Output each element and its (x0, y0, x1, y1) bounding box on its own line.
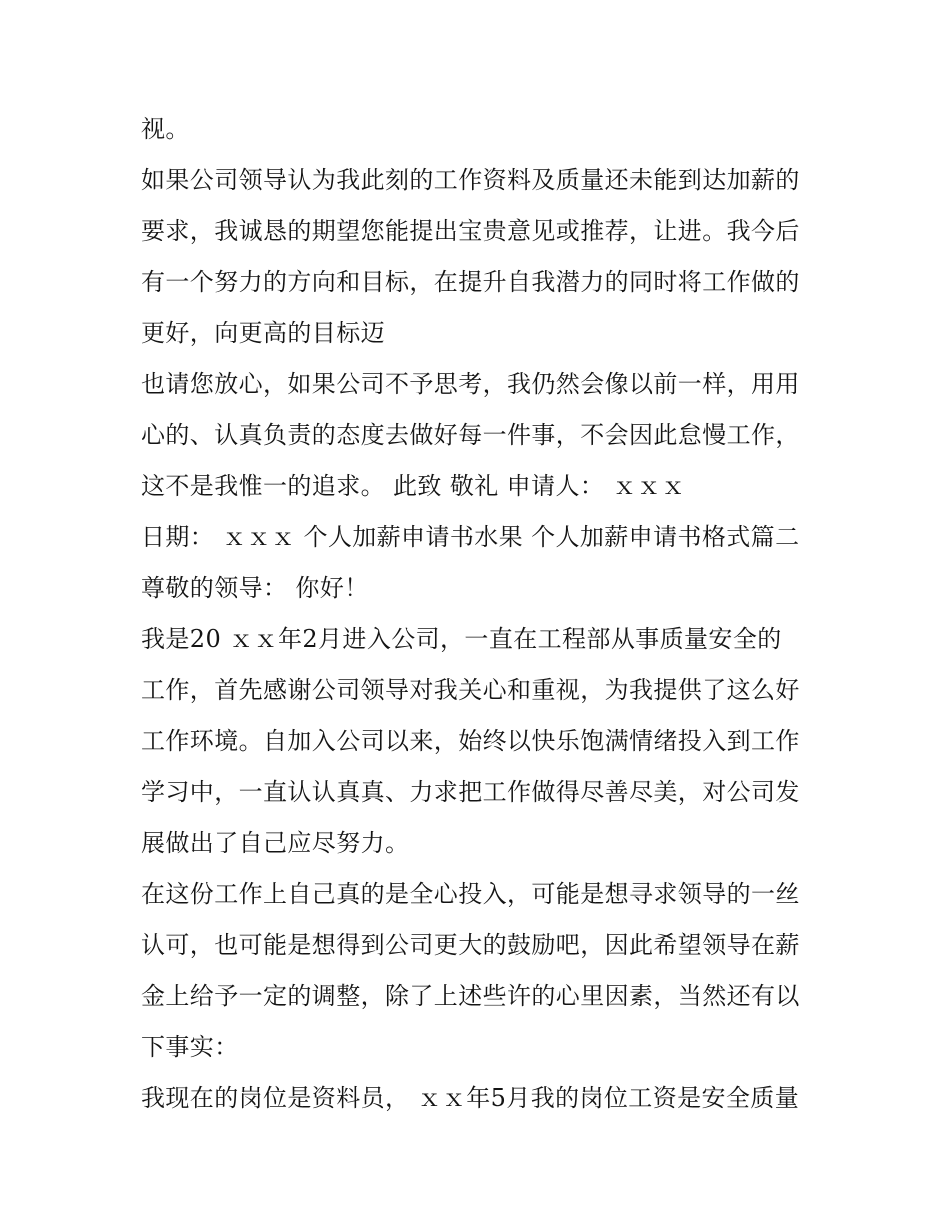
text-line-17: 认可，也可能是想得到公司更大的鼓励吧，因此希望领导在薪 (141, 931, 800, 959)
text-line-3: 要求，我诚恳的期望您能提出宝贵意见或推荐，让进。我今后 (141, 217, 800, 245)
text-line-5: 更好，向更高的目标迈 (141, 319, 385, 347)
text-line-14: 学习中，一直认认真真、力求把工作做得尽善尽美，对公司发 (141, 778, 800, 806)
text-line-20: 我现在的岗位是资料员， ｘｘ年5月我的岗位工资是安全质量 (141, 1084, 800, 1112)
text-line-7: 心的、认真负责的态度去做好每一件事，不会因此怠慢工作， (141, 421, 800, 449)
document-body (141, 104, 821, 1124)
text-line-16: 在这份工作上自己真的是全心投入，可能是想寻求领导的一丝 (141, 880, 800, 908)
text-line-15: 展做出了自己应尽努力。 (141, 829, 410, 857)
text-line-18: 金上给予一定的调整，除了上述些许的心里因素，当然还有以 (141, 982, 800, 1010)
text-line-13: 工作环境。自加入公司以来，始终以快乐饱满情绪投入到工作 (141, 727, 800, 755)
text-line-9: 日期： ｘｘｘ 个人加薪申请书水果 个人加薪申请书格式篇二 (141, 523, 800, 551)
text-line-10: 尊敬的领导： 你好！ (141, 574, 369, 602)
text-line-12: 工作，首先感谢公司领导对我关心和重视，为我提供了这么好 (141, 676, 800, 704)
text-line-1: 视。 (141, 115, 190, 143)
text-line-8: 这不是我惟一的追求。 此致 敬礼 申请人： ｘｘｘ (141, 472, 686, 500)
text-line-2: 如果公司领导认为我此刻的工作资料及质量还未能到达加薪的 (141, 166, 800, 194)
text-line-6: 也请您放心，如果公司不予思考，我仍然会像以前一样，用用 (141, 370, 800, 398)
text-line-4: 有一个努力的方向和目标，在提升自我潜力的同时将工作做的 (141, 268, 800, 296)
text-line-19: 下事实： (141, 1033, 239, 1061)
text-line-11: 我是20 ｘｘ年2月进入公司，一直在工程部从事质量安全的 (141, 625, 782, 653)
